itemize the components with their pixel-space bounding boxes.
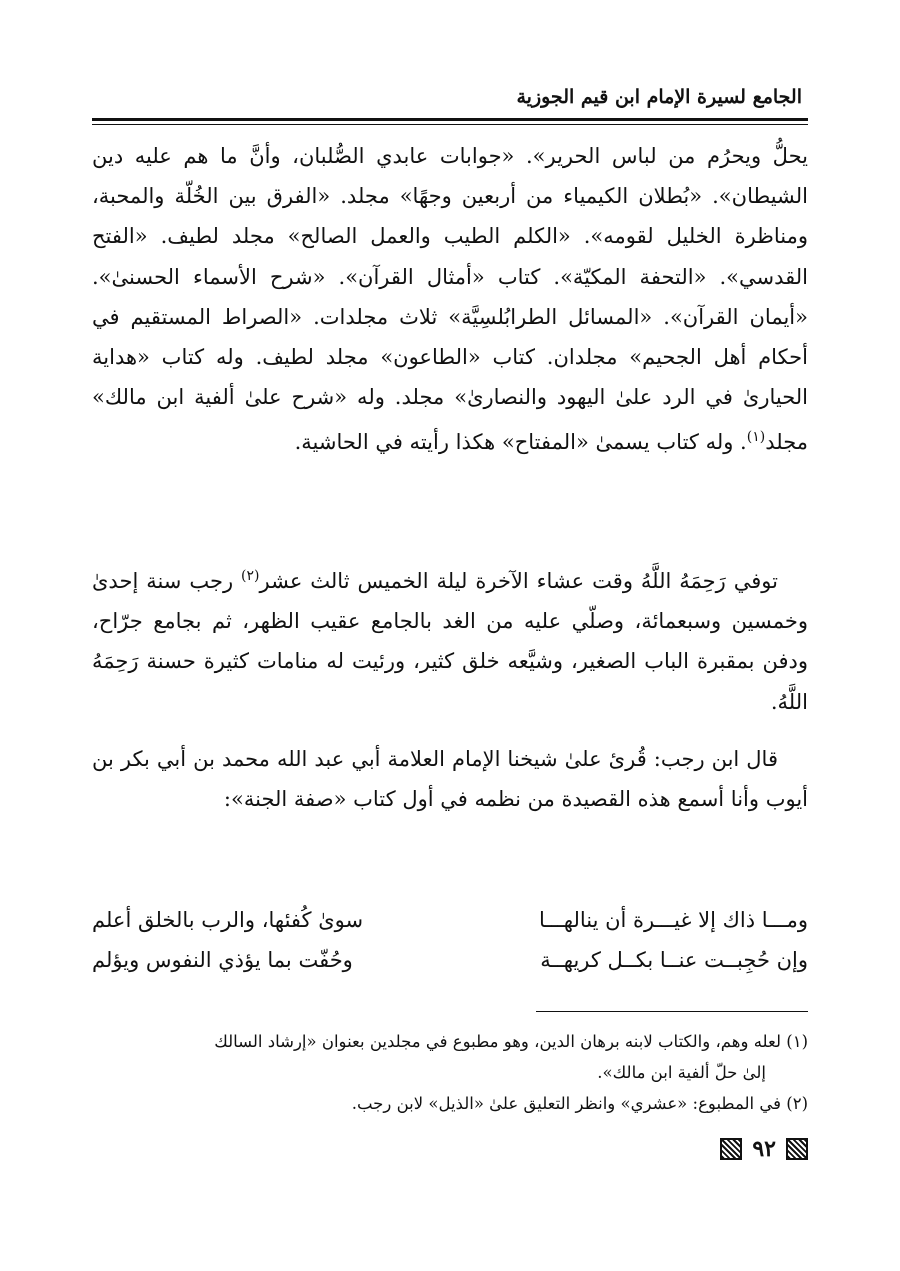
header-rule-thin (92, 124, 808, 125)
body-paragraph-ibn-rajab (92, 739, 808, 819)
footnote-1-continuation: إلىٰ حلّ ألفية ابن مالك». (597, 1063, 766, 1082)
body-paragraph-death (92, 556, 808, 722)
verse-first-hemistich: وإن حُجِبــت عنــا بكــل كريهــة (540, 948, 808, 972)
verse-line (92, 900, 808, 940)
paragraph-text-tail: . وله كتاب يسمىٰ «المفتاح» هكذا رأيته في الحاشية. (294, 430, 747, 455)
verse-second-hemistich: سوىٰ كُفئها، والرب بالخلق أعلم (92, 908, 364, 932)
paragraph-text-tail: رجب سنة إحدىٰ وخمسين وسبعمائة، وصلّي عليه من الغد بالجامع عقيب الظهر، ثم بجامع جرّاح، ودفن بمقبرة الباب الصغير، وشيَّعه خلق كثير، ورئيت له منامات كثيرة حسنة رَحِمَهُ اللَّهُ. (92, 569, 808, 714)
footnote-marker: (١) (786, 1032, 808, 1051)
verse-first-hemistich: ومـــا ذاك إلا غيـــرة أن ينالهـــا (538, 908, 808, 932)
footnote-ref-1[interactable]: (١) (746, 429, 766, 446)
verse-line (92, 940, 808, 980)
footnote-1 (92, 1026, 808, 1057)
paragraph-text: قال ابن رجب: قُرئ علىٰ شيخنا الإمام العلامة أبي عبد الله محمد بن أبي بكر بن أيوب وأنا أسمع هذه القصيدة من نظمه في أول كتاب «صفة الجنة»: (92, 747, 808, 812)
paragraph-text: توفي رَحِمَهُ اللَّهُ وقت عشاء الآخرة ليلة الخميس ثالث عشر (259, 569, 778, 593)
poem-verses (92, 900, 808, 980)
footnote-text: لعله وهم، والكتاب لابنه برهان الدين، وهو مطبوع في مجلدين بعنوان «إرشاد السالك (214, 1032, 781, 1051)
page-number: ٩٢ (752, 1136, 776, 1162)
ornament-square-icon (786, 1138, 808, 1160)
page-number-area (720, 1136, 808, 1162)
ornament-square-icon (720, 1138, 742, 1160)
header-rule-thick (92, 118, 808, 121)
footnote-marker: (٢) (786, 1094, 808, 1113)
footnote-2 (92, 1088, 808, 1119)
paragraph-text: يحلُّ ويحرُم من لباس الحرير». «جوابات عابدي الصُّلبان، وأنَّ ما هم عليه دين الشيطان». «بُطلان الكيمياء من أربعين وجهًا» مجلد. «الفرق بين الخُلّة والمحبة، ومناظرة الخليل لقومه». «الكلم الطيب والعمل الصالح» مجلد لطيف. «الفتح القدسي». «التحفة المكيّة». كتاب «أمثال القرآن». «شرح الأسماء الحسنىٰ». «أيمان القرآن». «المسائل الطرابُلسِيَّة» ثلاث مجلدات. «الصراط المستقيم في أحكام أهل الجحيم» مجلدان. كتاب «الطاعون» مجلد لطيف. وله كتاب «هداية الحيارىٰ في الرد علىٰ اليهود والنصارىٰ» مجلد. وله «شرح علىٰ ألفية ابن مالك» مجلد (92, 144, 808, 455)
body-paragraph-books-list (92, 136, 808, 463)
footnote-text: في المطبوع: «عشري» وانظر التعليق علىٰ «الذيل» لابن رجب. (351, 1094, 781, 1113)
running-head-title: الجامع لسيرة الإمام ابن قيم الجوزية (516, 86, 802, 108)
footnote-ref-2[interactable]: (٢) (241, 568, 260, 584)
footnote-separator (536, 1011, 808, 1012)
footnotes (92, 1026, 808, 1119)
verse-second-hemistich: وحُفّت بما يؤذي النفوس ويؤلم (92, 948, 353, 972)
